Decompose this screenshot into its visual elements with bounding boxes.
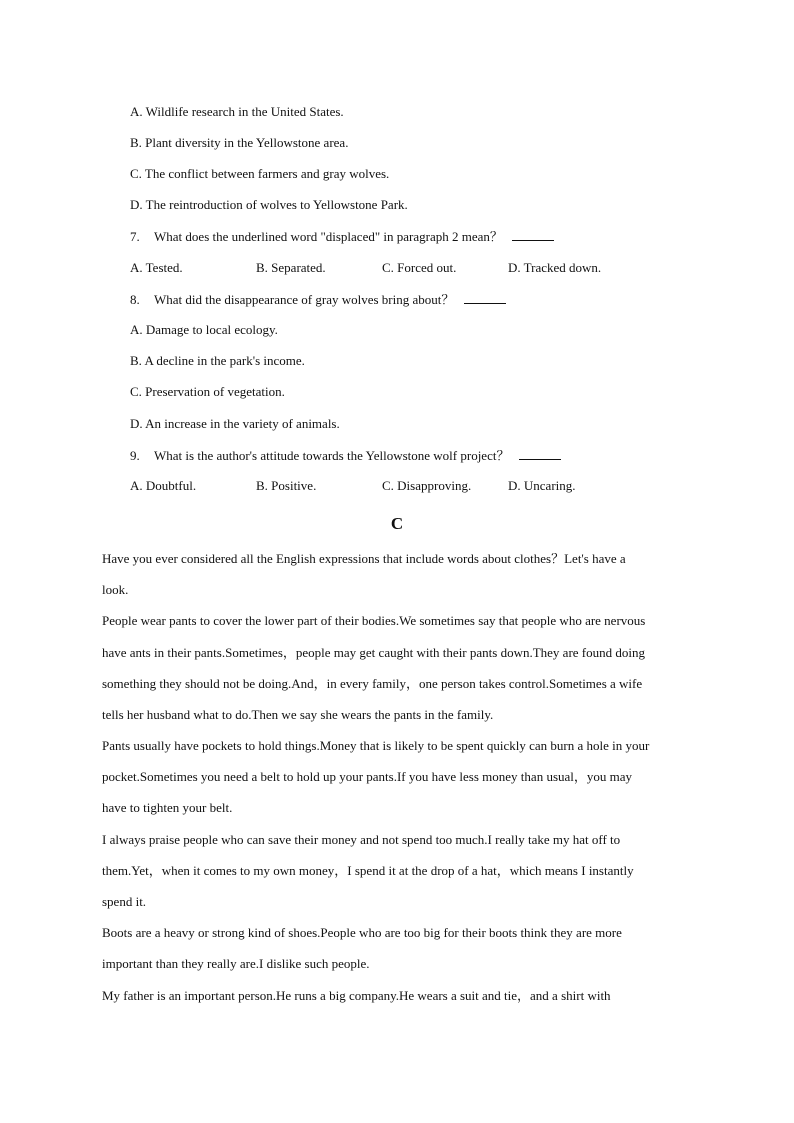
q6-option-d: D. The reintroduction of wolves to Yellowstone Park. <box>130 197 408 212</box>
passage-line: Pants usually have pockets to hold things.Money that is likely to be spent quickly can burn a hole in your <box>102 738 650 753</box>
passage-line: pocket.Sometimes you need a belt to hold up your pants.If you have less money than usual，you may <box>102 769 633 784</box>
q8-option-a: A. Damage to local ecology. <box>130 322 278 337</box>
q9-option-a: A. Doubtful. <box>130 478 197 493</box>
q7-number: 7. <box>130 229 140 244</box>
q9-option-b: B. Positive. <box>256 478 317 493</box>
passage-line: Boots are a heavy or strong kind of shoes.People who are too big for their boots think they are more <box>102 925 622 940</box>
q7-stem <box>130 228 554 245</box>
q8-answer-blank[interactable] <box>464 291 506 304</box>
q6-option-c: C. The conflict between farmers and gray wolves. <box>130 166 390 181</box>
q9-stem <box>130 447 561 464</box>
q7-option-d: D. Tracked down. <box>508 260 602 275</box>
q6-option-a: A. Wildlife research in the United States. <box>130 104 344 119</box>
q8-stem <box>130 291 506 308</box>
q9-option-d: D. Uncaring. <box>508 478 576 493</box>
q8-text: What did the disappearance of gray wolves bring about？ <box>154 292 455 307</box>
q9-text: What is the author's attitude towards the Yellowstone wolf project？ <box>154 448 510 463</box>
q8-number: 8. <box>130 292 140 307</box>
passage-line: spend it. <box>102 894 147 909</box>
section-heading: C <box>390 514 404 533</box>
passage-line: My father is an important person.He runs a big company.He wears a suit and tie，and a shirt with <box>102 988 611 1003</box>
q8-option-c: C. Preservation of vegetation. <box>130 384 285 399</box>
q9-options-row <box>0 478 794 494</box>
passage-line: have to tighten your belt. <box>102 800 233 815</box>
q9-option-c: C. Disapproving. <box>382 478 472 493</box>
passage-line: something they should not be doing.And，in every family，one person takes control.Sometimes a wife <box>102 676 643 691</box>
passage-line: look. <box>102 582 129 597</box>
q7-text: What does the underlined word "displaced" in paragraph 2 mean？ <box>154 229 503 244</box>
passage-line: I always praise people who can save their money and not spend too much.I really take my hat off to <box>102 832 621 847</box>
q8-option-b: B. A decline in the park's income. <box>130 353 305 368</box>
passage-line: have ants in their pants.Sometimes，people may get caught with their pants down.They are found doing <box>102 645 645 660</box>
passage-line: tells her husband what to do.Then we say she wears the pants in the family. <box>102 707 494 722</box>
passage-line: Have you ever considered all the English expressions that include words about clothes？Let's have a <box>102 551 626 566</box>
q7-options-row <box>0 260 794 276</box>
q9-answer-blank[interactable] <box>519 447 561 460</box>
q7-option-b: B. Separated. <box>256 260 326 275</box>
q7-option-c: C. Forced out. <box>382 260 457 275</box>
q6-option-b: B. Plant diversity in the Yellowstone area. <box>130 135 349 150</box>
q8-option-d: D. An increase in the variety of animals. <box>130 416 340 431</box>
q7-answer-blank[interactable] <box>512 228 554 241</box>
q7-option-a: A. Tested. <box>130 260 183 275</box>
passage-line: them.Yet，when it comes to my own money，I spend it at the drop of a hat，which means I instantly <box>102 863 634 878</box>
passage-line: People wear pants to cover the lower part of their bodies.We sometimes say that people who are nervous <box>102 613 646 628</box>
passage-line: important than they really are.I dislike such people. <box>102 956 370 971</box>
q9-number: 9. <box>130 448 140 463</box>
